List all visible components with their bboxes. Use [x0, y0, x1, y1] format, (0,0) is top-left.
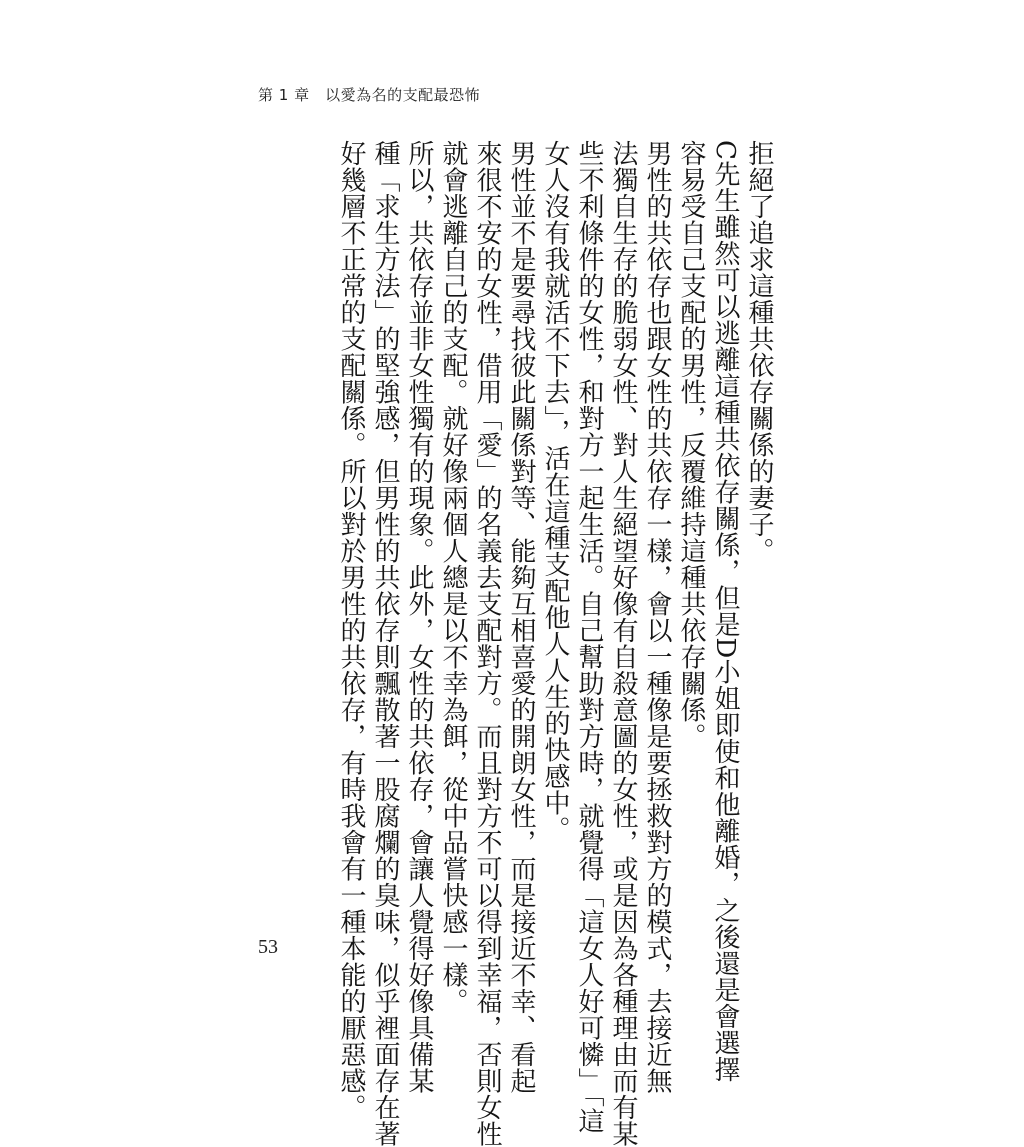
text-line: 些不利條件的女性，和對方一起生活。自己幫助對方時，就覺得「這女人好可憐」「這: [574, 140, 604, 1134]
text-line: 種「求生方法」的堅強感，但男性的共依存則飄散著一股腐爛的臭味，似乎裡面存在著: [370, 140, 400, 1147]
text-line: 好幾層不正常的支配關係。所以對於男性的共依存，有時我會有一種本能的厭惡感。: [336, 140, 366, 1121]
text-line: 容易受自己支配的男性，反覆維持這種共依存關係。: [676, 140, 706, 750]
text-line: 拒絕了追求這種共依存關係的妻子。: [744, 140, 774, 564]
text-line: 所以，共依存並非女性獨有的現象。此外，女性的共依存，會讓人覺得好像具備某: [404, 140, 434, 1094]
body-text: [336, 140, 776, 1147]
text-line: 男性的共依存也跟女性的共依存一樣，會以一種像是要拯救對方的模式，去接近無: [642, 140, 672, 1094]
running-header: 第 1 章 以愛為名的支配最恐怖: [258, 86, 481, 104]
text-line: C先生雖然可以逃離這種共依存關係，但是D小姐即使和他離婚，之後還是會選擇: [710, 140, 740, 1083]
text-line: 女人沒有我就活不下去」，活在這種支配他人人生的快感中。: [540, 140, 570, 843]
text-line: 就會逃離自己的支配。就好像兩個人總是以不幸為餌，從中品嘗快感一樣。: [438, 140, 468, 1015]
text-line: 來很不安的女性，借用「愛」的名義去支配對方。而且對方不可以得到幸福，否則女性: [472, 140, 502, 1147]
page-number: 53: [258, 936, 278, 958]
text-line: 男性並不是要尋找彼此關係對等、能夠互相喜愛的開朗女性，而是接近不幸、看起: [506, 140, 536, 1094]
text-line: 法獨自生存的脆弱女性、對人生絕望好像有自殺意圖的女性，或是因為各種理由而有某: [608, 140, 638, 1147]
